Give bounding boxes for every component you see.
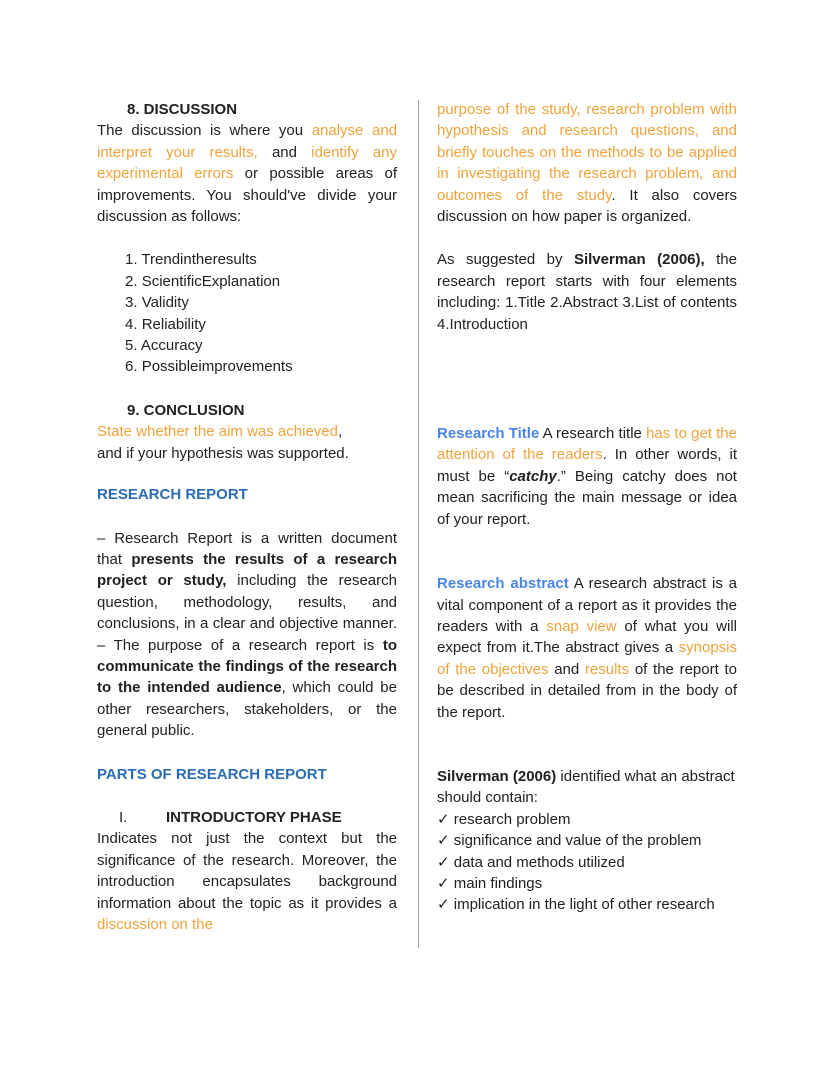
list-item <box>125 356 397 377</box>
abstract-contents-intro <box>437 766 737 809</box>
text-run: snap view <box>546 617 617 635</box>
list-number: 1. <box>125 251 138 269</box>
text-run: A research title <box>539 425 647 443</box>
list-item <box>125 335 397 356</box>
list-item <box>125 314 397 335</box>
text-run: . In other words, it must be “ <box>437 446 737 485</box>
checklist-text: main findings <box>453 874 543 892</box>
right-column <box>437 99 737 916</box>
text-run: results <box>584 660 630 678</box>
text-run: As suggested by <box>437 251 574 269</box>
text-run: or possible areas of improvements. You should've divide your discussion as follows: <box>97 165 397 226</box>
list-item <box>125 271 397 292</box>
list-text: Reliability <box>141 315 206 333</box>
checklist-item <box>437 830 737 851</box>
research-abstract-label: Research abstract <box>437 575 569 593</box>
discussion-list <box>97 249 397 377</box>
research-title-label: Research Title <box>437 425 540 443</box>
text-run: State whether the aim was achieved <box>97 423 338 441</box>
checklist-text: research problem <box>453 810 571 828</box>
intro-phase-heading <box>97 807 397 828</box>
text-run: discussion on the <box>97 916 213 933</box>
checklist-text: significance and value of the problem <box>453 832 702 850</box>
conclusion-line-2 <box>97 443 397 464</box>
text-run: including the research question, methodology, results, and conclusions, in a clear and objective manner. – The purpose of a research report is <box>97 572 397 654</box>
column-divider <box>418 100 419 948</box>
list-text: ScientificExplanation <box>141 272 281 290</box>
roman-numeral: I. <box>119 808 128 826</box>
text-run: the research report starts with four elements including: 1.Title 2.Abstract 3.List of contents 4.Introduction <box>437 251 737 333</box>
intro-paragraph <box>97 828 397 935</box>
text-run: Silverman (2006), <box>573 251 705 269</box>
check-icon: ✓ <box>437 874 450 892</box>
discussion-heading: 8. DISCUSSION <box>127 101 238 118</box>
research-report-paragraph <box>97 528 397 742</box>
conclusion-heading: 9. CONCLUSION <box>127 401 245 419</box>
list-text: Possibleimprovements <box>141 358 293 376</box>
abstract-checklist <box>437 809 737 916</box>
research-report-heading: RESEARCH REPORT <box>97 486 248 504</box>
list-item <box>125 249 397 270</box>
intro-phase-title: INTRODUCTORY PHASE <box>166 808 342 826</box>
check-icon: ✓ <box>437 832 450 850</box>
text-run: .” Being catchy does not mean sacrificing the main message or idea of your report. <box>437 467 737 528</box>
research-abstract-paragraph <box>437 573 737 723</box>
list-number: 2. <box>125 272 138 290</box>
text-run: and <box>257 143 312 161</box>
text-run: , which could be other researchers, stakeholders, or the general public. <box>97 679 397 740</box>
check-icon: ✓ <box>437 896 450 914</box>
silverman-paragraph <box>437 249 737 335</box>
list-number: 4. <box>125 315 138 333</box>
text-run: purpose of the study, research problem with hypothesis and research questions, and briefly touches on the methods to be applied in investigating the research problem, and outcomes of the study <box>437 101 737 204</box>
checklist-text: data and methods utilized <box>453 853 625 871</box>
text-run: and if your hypothesis was supported. <box>97 444 349 462</box>
text-run: . It also covers discussion on how paper is organized. <box>437 186 737 226</box>
checklist-item <box>437 809 737 830</box>
list-number: 5. <box>125 337 138 355</box>
text-run: Indicates not just the context but the significance of the research. Moreover, the introduction encapsulates background information about the topic as it provides a <box>97 830 397 912</box>
check-icon: ✓ <box>437 810 450 828</box>
checklist-item <box>437 873 737 894</box>
text-run: presents the results of a research project or study, <box>97 550 398 590</box>
left-column <box>97 99 397 935</box>
checklist-item <box>437 852 737 873</box>
text-run: catchy <box>509 467 557 485</box>
check-icon: ✓ <box>437 853 450 871</box>
checklist-item <box>437 894 737 915</box>
text-run: , <box>337 423 343 441</box>
text-run: has to get the attention of the readers <box>437 425 737 464</box>
checklist-text: implication in the light of other research <box>453 896 715 914</box>
text-run: – Research Report is a written document that <box>97 529 397 568</box>
text-run: identify any experimental errors <box>97 143 397 183</box>
list-text: Accuracy <box>140 337 203 355</box>
list-item <box>125 292 397 313</box>
text-run: analyse and interpret your results, <box>97 122 398 161</box>
list-number: 3. <box>125 294 138 312</box>
text-run: Silverman (2006) <box>437 767 557 785</box>
text-run: identified what an abstract should contain: <box>437 767 735 807</box>
list-text: Trendintheresults <box>141 251 257 269</box>
list-text: Validity <box>141 294 189 312</box>
continuation-paragraph <box>437 99 737 227</box>
list-number: 6. <box>125 358 138 376</box>
text-run: of what you will expect from it.The abstract gives a <box>437 617 737 657</box>
text-run: A research abstract is a vital component of a report as it provides the readers with a <box>437 575 737 635</box>
text-run: and <box>548 660 585 678</box>
research-title-paragraph <box>437 423 737 530</box>
parts-heading: PARTS OF RESEARCH REPORT <box>97 765 327 783</box>
text-run: The discussion is where you <box>97 122 312 140</box>
discussion-paragraph <box>97 120 397 227</box>
conclusion-line-1 <box>97 421 397 442</box>
text-run: to communicate the findings of the research to the intended audience <box>97 636 397 697</box>
text-run: synopsis of the objectives <box>437 639 737 678</box>
text-run: of the report to be described in detailed from in the body of the report. <box>437 660 737 721</box>
